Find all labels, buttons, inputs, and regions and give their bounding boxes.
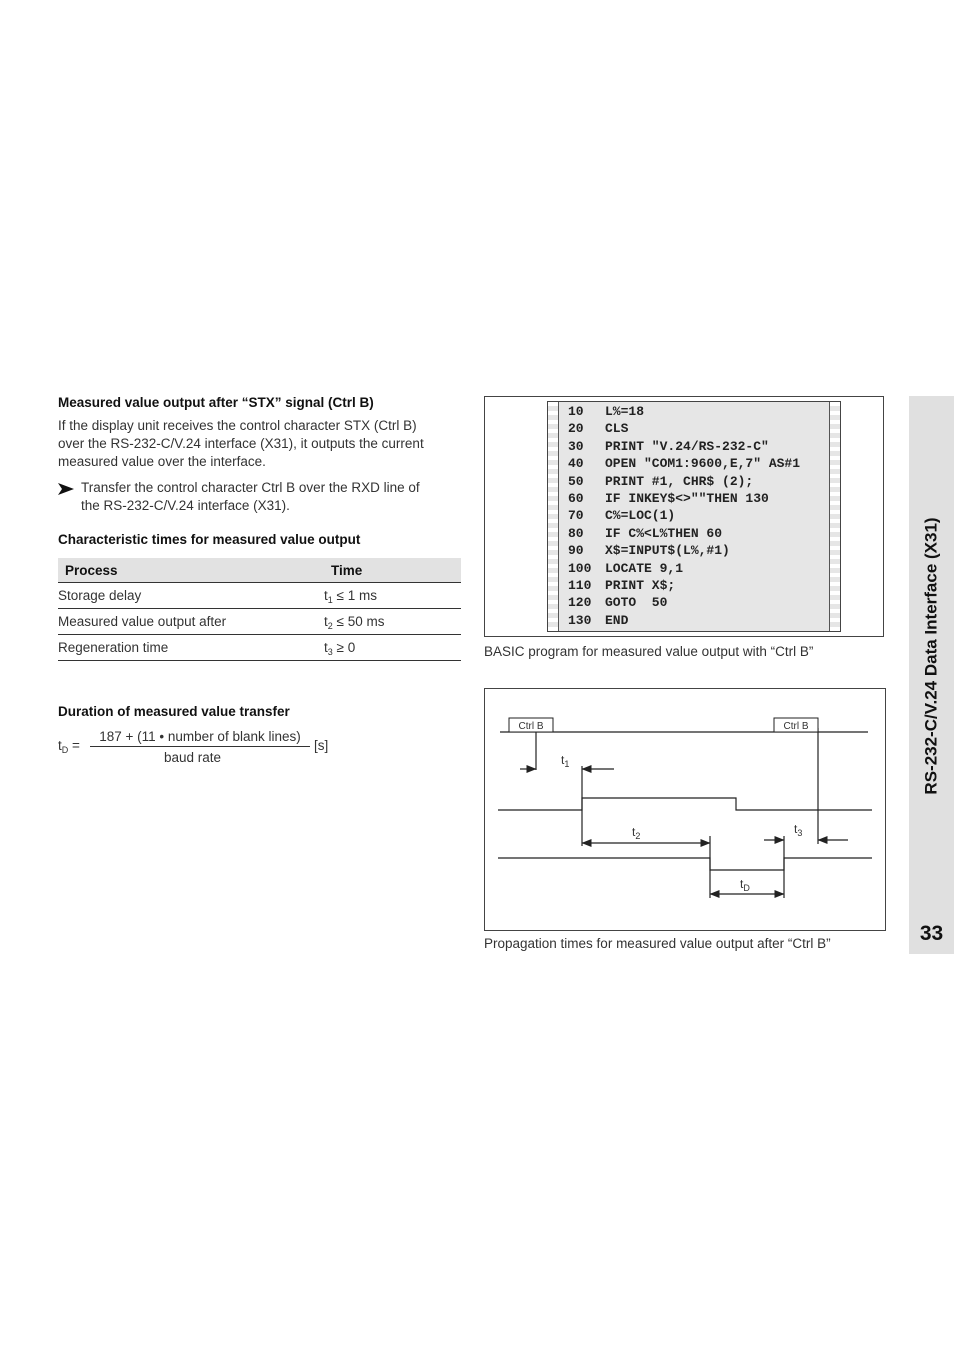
code-text: END <box>605 612 629 628</box>
code-text: PRINT "V.24/RS-232-C" <box>605 438 769 454</box>
table-row <box>58 583 461 609</box>
listing-perforation-left <box>548 402 559 631</box>
page-number: 33 <box>919 922 944 945</box>
time-subscript: 1 <box>327 595 333 605</box>
times-table <box>58 558 461 661</box>
table-header-row <box>58 558 461 583</box>
diagram-caption: Propagation times for measured value output after “Ctrl B” <box>484 936 831 951</box>
line-number: 50 <box>568 473 584 489</box>
line-number: 100 <box>568 560 592 576</box>
code-text: IF INKEY$<>""THEN 130 <box>605 490 769 506</box>
heading-characteristic-times: Characteristic times for measured value output <box>58 532 361 547</box>
txd-signal-line <box>498 798 872 810</box>
time-value: ≥ 0 <box>332 640 356 655</box>
code-text: CLS <box>605 421 629 437</box>
process-cell: Measured value output after <box>58 609 324 635</box>
time-value: ≤ 1 ms <box>332 588 377 603</box>
code-line <box>568 473 800 490</box>
process-cell: Storage delay <box>58 583 324 609</box>
code-lines <box>568 403 800 629</box>
chapter-title-text: RS-232-C/V.24 Data Interface (X31) <box>921 517 941 795</box>
time-cell <box>324 609 461 635</box>
table-row <box>58 609 461 635</box>
column-header-process: Process <box>58 558 324 583</box>
process-cell: Regeneration time <box>58 635 324 661</box>
t1-symbol: t <box>561 753 565 767</box>
code-text: LOCATE 9,1 <box>605 560 684 576</box>
line-number: 10 <box>568 404 584 419</box>
line-number: 60 <box>568 490 584 506</box>
table-row <box>58 635 461 661</box>
formula-numerator: 187 + (11 • number of blank lines) <box>90 728 310 747</box>
formula-unit: [s] <box>314 738 329 753</box>
code-line <box>568 438 800 455</box>
formula-equals: = <box>68 738 80 753</box>
line-number: 40 <box>568 456 584 472</box>
text-line: the RS-232-C/V.24 interface (X31). <box>81 498 290 513</box>
t1-subscript: 1 <box>564 759 570 769</box>
td-subscript: D <box>743 883 750 893</box>
timing-diagram <box>484 688 886 931</box>
t2-subscript: 2 <box>635 831 641 841</box>
code-text: OPEN "COM1:9600,E,7" AS#1 <box>605 456 801 472</box>
line-number: 20 <box>568 421 584 437</box>
code-text: C%=LOC(1) <box>605 508 676 524</box>
basic-code-listing <box>547 401 841 632</box>
line-number: 110 <box>568 577 592 593</box>
arrow-bullet-icon <box>58 482 74 500</box>
line-number: 90 <box>568 543 584 559</box>
code-caption: BASIC program for measured value output with “Ctrl B” <box>484 644 814 659</box>
ctrl-b-label-right: Ctrl B <box>783 721 809 732</box>
text-line: measured value over the interface. <box>58 454 266 469</box>
code-text: PRINT #1, CHR$ (2); <box>605 473 754 489</box>
code-line <box>568 403 800 420</box>
line-number: 130 <box>568 612 592 628</box>
formula-lhs <box>58 737 80 755</box>
heading-stx-output: Measured value output after “STX” signal (Ctrl B) <box>58 395 374 410</box>
t3-subscript: 3 <box>797 828 803 838</box>
listing-perforation-right <box>829 402 840 631</box>
column-header-time: Time <box>324 558 461 583</box>
time-cell <box>324 583 461 609</box>
formula-symbol: t <box>58 738 62 753</box>
chapter-title <box>909 396 954 916</box>
ctrl-b-label-left: Ctrl B <box>518 721 544 732</box>
code-line <box>568 577 800 594</box>
code-text: L%=18 <box>605 404 645 419</box>
heading-transfer-duration: Duration of measured value transfer <box>58 704 290 719</box>
code-line <box>568 490 800 507</box>
code-text: X$=INPUT$(L%,#1) <box>605 543 730 559</box>
code-line <box>568 455 800 472</box>
line-number: 70 <box>568 508 584 524</box>
t2-label <box>632 825 640 841</box>
stx-description <box>58 417 463 471</box>
code-text: IF C%<L%THEN 60 <box>605 525 723 541</box>
code-line <box>568 612 800 629</box>
time-symbol: t <box>324 614 328 629</box>
line-number: 120 <box>568 595 592 611</box>
formula-subscript: D <box>61 745 69 755</box>
line-number: 80 <box>568 525 584 541</box>
time-symbol: t <box>324 588 328 603</box>
td-symbol: t <box>740 877 744 891</box>
output-signal-line <box>498 858 872 870</box>
text-line: over the RS-232-C/V.24 interface (X31), it outputs the current <box>58 436 424 451</box>
td-label <box>740 877 750 893</box>
instruction-bullet <box>81 479 461 515</box>
code-line <box>568 560 800 577</box>
time-cell <box>324 635 461 661</box>
code-line <box>568 507 800 524</box>
code-line <box>568 525 800 542</box>
text-line: Transfer the control character Ctrl B over the RXD line of <box>81 480 420 495</box>
time-subscript: 2 <box>327 621 333 631</box>
t3-symbol: t <box>794 822 798 836</box>
code-text: PRINT X$; <box>605 577 676 593</box>
formula-denominator: baud rate <box>163 750 222 765</box>
line-number: 30 <box>568 438 584 454</box>
text-line: If the display unit receives the control character STX (Ctrl B) <box>58 418 417 433</box>
t3-label <box>794 822 802 838</box>
time-subscript: 3 <box>327 647 333 657</box>
t2-symbol: t <box>632 825 636 839</box>
code-text: GOTO 50 <box>605 595 668 611</box>
code-line <box>568 594 800 611</box>
time-value: ≤ 50 ms <box>332 614 385 629</box>
time-symbol: t <box>324 640 328 655</box>
code-line <box>568 420 800 437</box>
t1-label <box>561 753 569 769</box>
code-line <box>568 542 800 559</box>
